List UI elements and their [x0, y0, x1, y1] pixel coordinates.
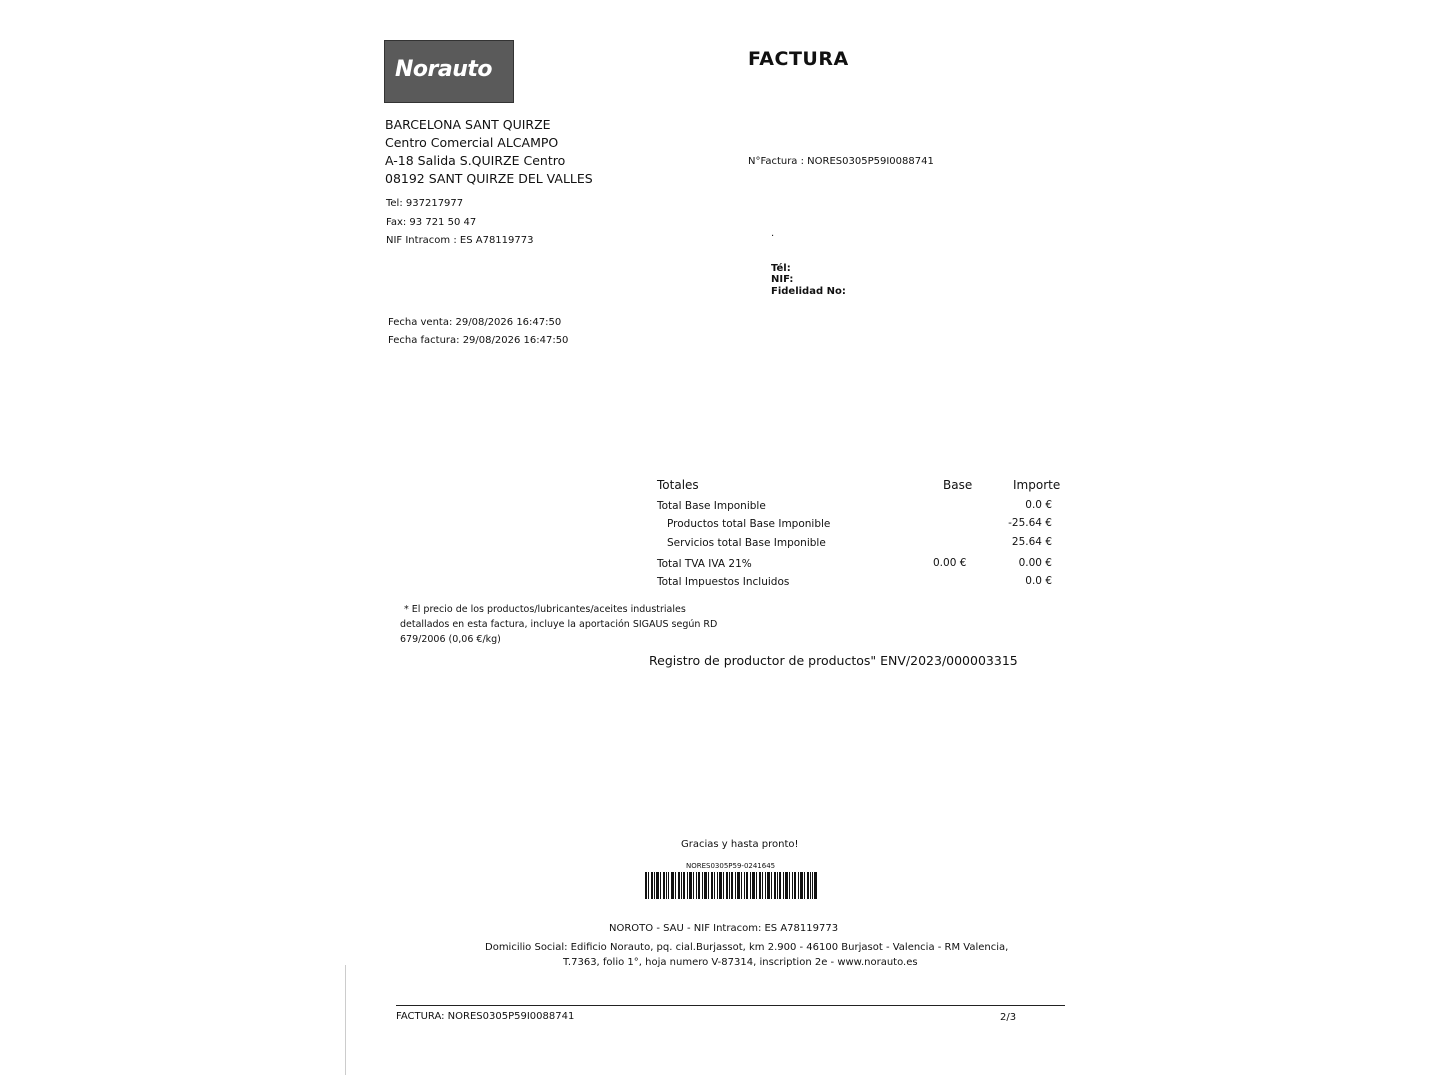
invoice-number: N°Factura : NORES0305P59I0088741: [748, 156, 934, 167]
customer-fidelity-label: Fidelidad No:: [771, 286, 846, 297]
customer-nif-label: NIF:: [771, 274, 794, 285]
total-base-amount: 0.0 €: [1025, 499, 1052, 511]
store-line-2: Centro Comercial ALCAMPO: [385, 135, 559, 150]
totals-header-amount: Importe: [1013, 478, 1061, 492]
sale-date: Fecha venta: 29/08/2026 16:47:50: [388, 317, 562, 328]
norauto-logo: [384, 40, 514, 103]
page-number: 2/3: [1000, 1012, 1017, 1023]
taxes-included-label: Total Impuestos Incluidos: [657, 576, 790, 588]
store-line-4: 08192 SANT QUIRZE DEL VALLES: [385, 171, 593, 186]
totals-header-label: Totales: [657, 478, 699, 492]
products-base-amount: -25.64 €: [1008, 517, 1052, 529]
company-line: NOROTO - SAU - NIF Intracom: ES A78119773: [609, 923, 839, 934]
sigaus-note-line-2: detallados en esta factura, incluye la aportación SIGAUS según RD: [400, 619, 718, 630]
customer-name-dot: .: [771, 228, 775, 239]
sigaus-note-line-1: * El precio de los productos/lubricantes/aceites industriales: [404, 604, 686, 615]
iva-amount: 0.00 €: [1018, 557, 1052, 569]
domicile-line-1: Domicilio Social: Edificio Norauto, pq. cial.Burjassot, km 2.900 - 46100 Burjasot - Valencia - RM Valencia,: [485, 942, 1009, 953]
thanks-message: Gracias y hasta pronto!: [681, 839, 799, 850]
services-base-label: Servicios total Base Imponible: [667, 537, 826, 549]
store-fax: Fax: 93 721 50 47: [386, 217, 477, 228]
footer-invoice-ref: FACTURA: NORES0305P59I0088741: [396, 1011, 575, 1022]
footer-divider: [396, 1005, 1065, 1006]
iva-label: Total TVA IVA 21%: [657, 558, 752, 570]
customer-tel-label: Tél:: [771, 263, 791, 274]
store-line-3: A-18 Salida S.QUIRZE Centro: [385, 153, 566, 168]
logo-text: Norauto: [395, 57, 493, 82]
total-base-label: Total Base Imponible: [657, 500, 766, 512]
services-base-amount: 25.64 €: [1011, 536, 1052, 548]
totals-header-base: Base: [943, 478, 973, 492]
taxes-included-amount: 0.0 €: [1025, 575, 1052, 587]
scan-edge-line: [345, 965, 346, 1075]
domicile-line-2: T.7363, folio 1°, hoja numero V-87314, inscription 2e - www.norauto.es: [563, 957, 918, 968]
producer-registry: Registro de productor de productos" ENV/2023/000003315: [649, 653, 1018, 668]
barcode-image: [645, 872, 817, 899]
document-title: FACTURA: [748, 48, 849, 70]
barcode-text: NORES0305P59-0241645: [686, 862, 776, 870]
invoice-date: Fecha factura: 29/08/2026 16:47:50: [388, 335, 569, 346]
iva-base: 0.00 €: [933, 557, 967, 569]
store-nif: NIF Intracom : ES A78119773: [386, 235, 534, 246]
store-tel: Tel: 937217977: [386, 198, 464, 209]
sigaus-note-line-3: 679/2006 (0,06 €/kg): [400, 634, 501, 645]
store-line-1: BARCELONA SANT QUIRZE: [385, 117, 551, 132]
products-base-label: Productos total Base Imponible: [667, 518, 831, 530]
